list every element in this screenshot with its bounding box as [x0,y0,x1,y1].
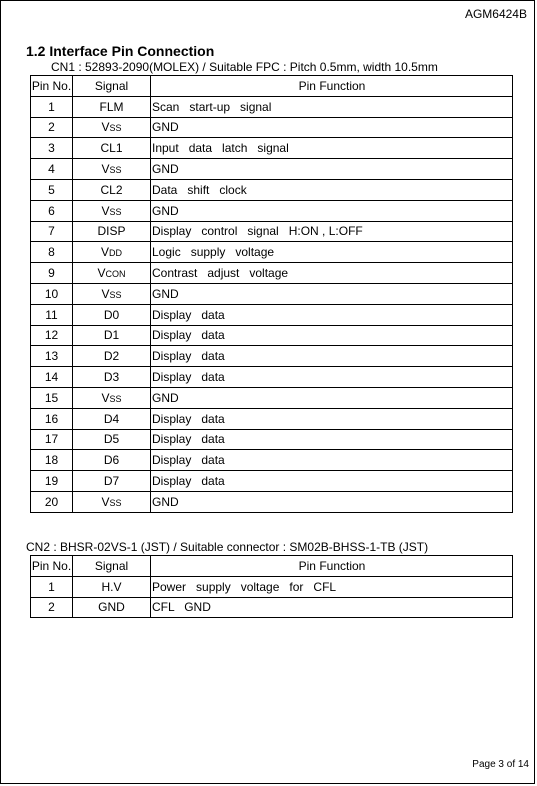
signal-subscript: SS [109,289,122,300]
table-header-row [31,556,513,577]
signal-name: D3 [103,370,120,385]
signal-name: FLM [99,99,124,114]
signal-cell [73,325,151,346]
page-number: Page 3 of 14 [472,759,529,770]
signal-name: D2 [103,349,120,364]
table-row [31,408,513,429]
table-row [31,576,513,597]
pin-function-cell: GND [151,491,513,512]
pin-number-cell: 18 [31,450,73,471]
pin-number-cell: 1 [31,96,73,117]
pin-function-cell: Logic supply voltage [151,242,513,263]
cn2-caption: CN2 : BHSR-02VS-1 (JST) / Suitable connector : SM02B-BHSS-1-TB (JST) [26,540,429,554]
signal-cell [73,387,151,408]
signal-cell [73,491,151,512]
pin-function-cell: GND [151,283,513,304]
table-row [31,263,513,284]
header-pin-no: Pin No. [31,76,73,97]
signal-cell [73,346,151,367]
signal-cell [73,117,151,138]
pin-number-cell: 13 [31,346,73,367]
signal-cell [73,429,151,450]
table-row [31,429,513,450]
signal-name: V [101,162,110,177]
signal-cell [73,304,151,325]
pin-function-cell: Display data [151,346,513,367]
cn1-table-body [31,96,513,512]
table-row [31,597,513,618]
table-row [31,450,513,471]
pin-number-cell: 17 [31,429,73,450]
signal-cell [73,597,151,618]
pin-function-cell: Display data [151,367,513,388]
signal-cell [73,221,151,242]
pin-function-cell: Power supply voltage for CFL [151,576,513,597]
signal-subscript: SS [109,123,122,134]
cn2-pin-table [30,555,513,618]
header-pin-function: Pin Function [151,556,513,577]
table-row [31,159,513,180]
signal-name: D7 [103,474,120,489]
table-row [31,96,513,117]
signal-name: V [100,245,109,260]
pin-number-cell: 2 [31,117,73,138]
signal-cell [73,96,151,117]
pin-number-cell: 3 [31,138,73,159]
pin-number-cell: 4 [31,159,73,180]
signal-name: V [101,286,110,301]
table-row [31,138,513,159]
table-row [31,304,513,325]
signal-cell [73,408,151,429]
pin-number-cell: 10 [31,283,73,304]
table-row [31,367,513,388]
table-row [31,346,513,367]
signal-name: D5 [103,432,120,447]
table-row [31,283,513,304]
signal-name: D4 [103,411,120,426]
signal-cell [73,159,151,180]
pin-function-cell: Scan start-up signal [151,96,513,117]
signal-name: V [101,494,110,509]
signal-cell [73,200,151,221]
pin-number-cell: 11 [31,304,73,325]
pin-function-cell: Display data [151,429,513,450]
pin-function-cell: GND [151,117,513,138]
signal-cell [73,179,151,200]
pin-function-cell: CFL GND [151,597,513,618]
signal-subscript: DD [109,248,122,259]
cn1-pin-table [30,75,513,513]
pin-number-cell: 16 [31,408,73,429]
header-signal: Signal [73,556,151,577]
header-pin-function: Pin Function [151,76,513,97]
signal-cell [73,283,151,304]
pin-function-cell: Display data [151,471,513,492]
signal-name: GND [98,600,125,615]
pin-function-cell: Data shift clock [151,179,513,200]
signal-cell [73,138,151,159]
pin-number-cell: 20 [31,491,73,512]
signal-name: D0 [103,307,120,322]
pin-number-cell: 5 [31,179,73,200]
table-row [31,200,513,221]
signal-name: V [101,203,110,218]
signal-cell [73,367,151,388]
signal-subscript: SS [109,497,122,508]
pin-function-cell: Display data [151,450,513,471]
signal-name: D6 [103,453,120,468]
pin-number-cell: 9 [31,263,73,284]
pin-number-cell: 14 [31,367,73,388]
signal-name: V [97,266,106,281]
signal-name: CL2 [100,182,123,197]
pin-number-cell: 15 [31,387,73,408]
table-row [31,221,513,242]
pin-number-cell: 7 [31,221,73,242]
table-header-row [31,76,513,97]
signal-subscript: CON [105,269,126,280]
document-id: AGM6424B [464,7,527,21]
table-row [31,117,513,138]
cn1-caption: CN1 : 52893-2090(MOLEX) / Suitable FPC : Pitch 0.5mm, width 10.5mm [51,60,438,74]
signal-cell [73,450,151,471]
pin-number-cell: 6 [31,200,73,221]
signal-cell [73,242,151,263]
pin-number-cell: 1 [31,576,73,597]
signal-name: D1 [103,328,120,343]
table-row [31,179,513,200]
table-row [31,325,513,346]
table-row [31,387,513,408]
header-signal: Signal [73,76,151,97]
signal-subscript: SS [109,393,122,404]
signal-name: DISP [97,224,126,239]
signal-cell [73,263,151,284]
pin-function-cell: Input data latch signal [151,138,513,159]
pin-function-cell: Display control signal H:ON , L:OFF [151,221,513,242]
pin-number-cell: 12 [31,325,73,346]
pin-function-cell: GND [151,387,513,408]
header-pin-no: Pin No. [31,556,73,577]
section-title: 1.2 Interface Pin Connection [26,43,215,59]
cn2-table-body [31,576,513,618]
signal-name: CL1 [100,141,123,156]
table-row [31,242,513,263]
signal-cell [73,471,151,492]
pin-number-cell: 2 [31,597,73,618]
pin-function-cell: Display data [151,304,513,325]
pin-number-cell: 8 [31,242,73,263]
pin-function-cell: Display data [151,325,513,346]
pin-number-cell: 19 [31,471,73,492]
signal-name: H.V [101,579,122,594]
signal-subscript: SS [109,165,122,176]
signal-name: V [101,390,110,405]
signal-cell [73,576,151,597]
table-row [31,471,513,492]
pin-function-cell: Contrast adjust voltage [151,263,513,284]
pin-function-cell: GND [151,159,513,180]
pin-function-cell: Display data [151,408,513,429]
signal-name: V [101,120,110,135]
signal-subscript: SS [109,206,122,217]
table-row [31,491,513,512]
pin-function-cell: GND [151,200,513,221]
